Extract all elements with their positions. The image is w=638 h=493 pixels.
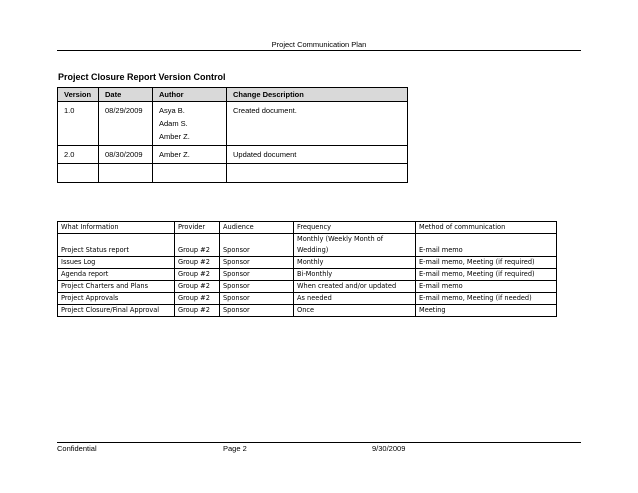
provider-cell: Group #2 bbox=[175, 293, 220, 305]
footer-rule bbox=[57, 442, 581, 443]
table-row bbox=[58, 102, 408, 146]
frequency-cell: Bi-Monthly bbox=[294, 269, 416, 281]
table-row bbox=[58, 305, 557, 317]
column-header-author: Author bbox=[153, 88, 227, 102]
author-cell bbox=[153, 146, 227, 164]
audience-cell: Sponsor bbox=[220, 305, 294, 317]
column-header-what-information: What Information bbox=[58, 222, 175, 234]
column-header-method: Method of communication bbox=[416, 222, 557, 234]
provider-cell: Group #2 bbox=[175, 305, 220, 317]
footer-page-number: Page 2 bbox=[223, 444, 247, 453]
frequency-cell: Once bbox=[294, 305, 416, 317]
column-header-frequency: Frequency bbox=[294, 222, 416, 234]
audience-cell: Sponsor bbox=[220, 269, 294, 281]
information-cell: Project Closure/Final Approval bbox=[58, 305, 175, 317]
provider-cell: Group #2 bbox=[175, 234, 220, 257]
information-cell: Project Approvals bbox=[58, 293, 175, 305]
page-header-title: Project Communication Plan bbox=[271, 40, 367, 49]
provider-cell: Group #2 bbox=[175, 281, 220, 293]
version-cell: 2.0 bbox=[58, 146, 99, 164]
frequency-cell: Monthly bbox=[294, 257, 416, 269]
author-name: Asya B. bbox=[159, 106, 185, 115]
version-control-table bbox=[57, 87, 408, 183]
column-header-provider: Provider bbox=[175, 222, 220, 234]
information-cell: Project Charters and Plans bbox=[58, 281, 175, 293]
author-cell bbox=[153, 102, 227, 146]
audience-cell: Sponsor bbox=[220, 257, 294, 269]
table-row-empty bbox=[58, 164, 408, 183]
audience-cell: Sponsor bbox=[220, 234, 294, 257]
method-cell: E-mail memo, Meeting (if required) bbox=[416, 269, 557, 281]
column-header-version: Version bbox=[58, 88, 99, 102]
footer-date: 9/30/2009 bbox=[372, 444, 406, 453]
footer-confidential: Confidential bbox=[57, 444, 97, 453]
table-header-row bbox=[58, 222, 557, 234]
method-cell: E-mail memo bbox=[416, 234, 557, 257]
date-cell: 08/29/2009 bbox=[99, 102, 153, 146]
header-rule bbox=[57, 50, 581, 51]
change-description-cell: Created document. bbox=[227, 102, 408, 146]
frequency-cell: Monthly (Weekly Month of Wedding) bbox=[294, 234, 416, 257]
change-description-cell: Updated document bbox=[227, 146, 408, 164]
audience-cell: Sponsor bbox=[220, 293, 294, 305]
author-name: Amber Z. bbox=[159, 132, 190, 141]
method-cell: E-mail memo, Meeting (if needed) bbox=[416, 293, 557, 305]
method-cell: Meeting bbox=[416, 305, 557, 317]
information-cell: Project Status report bbox=[58, 234, 175, 257]
communication-plan-table bbox=[57, 221, 557, 317]
author-name: Adam S. bbox=[159, 119, 188, 128]
frequency-cell: When created and/or updated bbox=[294, 281, 416, 293]
information-cell: Issues Log bbox=[58, 257, 175, 269]
column-header-change-description: Change Description bbox=[227, 88, 408, 102]
version-cell bbox=[58, 164, 99, 183]
provider-cell: Group #2 bbox=[175, 269, 220, 281]
column-header-audience: Audience bbox=[220, 222, 294, 234]
information-cell: Agenda report bbox=[58, 269, 175, 281]
table-row bbox=[58, 234, 557, 257]
method-cell: E-mail memo, Meeting (if required) bbox=[416, 257, 557, 269]
author-cell bbox=[153, 164, 227, 183]
provider-cell: Group #2 bbox=[175, 257, 220, 269]
author-name: Amber Z. bbox=[159, 150, 190, 159]
audience-cell: Sponsor bbox=[220, 281, 294, 293]
column-header-date: Date bbox=[99, 88, 153, 102]
frequency-cell: As needed bbox=[294, 293, 416, 305]
table-row bbox=[58, 281, 557, 293]
table-row bbox=[58, 146, 408, 164]
date-cell: 08/30/2009 bbox=[99, 146, 153, 164]
version-cell: 1.0 bbox=[58, 102, 99, 146]
date-cell bbox=[99, 164, 153, 183]
table-header-row bbox=[58, 88, 408, 102]
method-cell: E-mail memo bbox=[416, 281, 557, 293]
table-row bbox=[58, 269, 557, 281]
change-description-cell bbox=[227, 164, 408, 183]
table-row bbox=[58, 257, 557, 269]
table-row bbox=[58, 293, 557, 305]
version-control-title: Project Closure Report Version Control bbox=[58, 72, 226, 82]
